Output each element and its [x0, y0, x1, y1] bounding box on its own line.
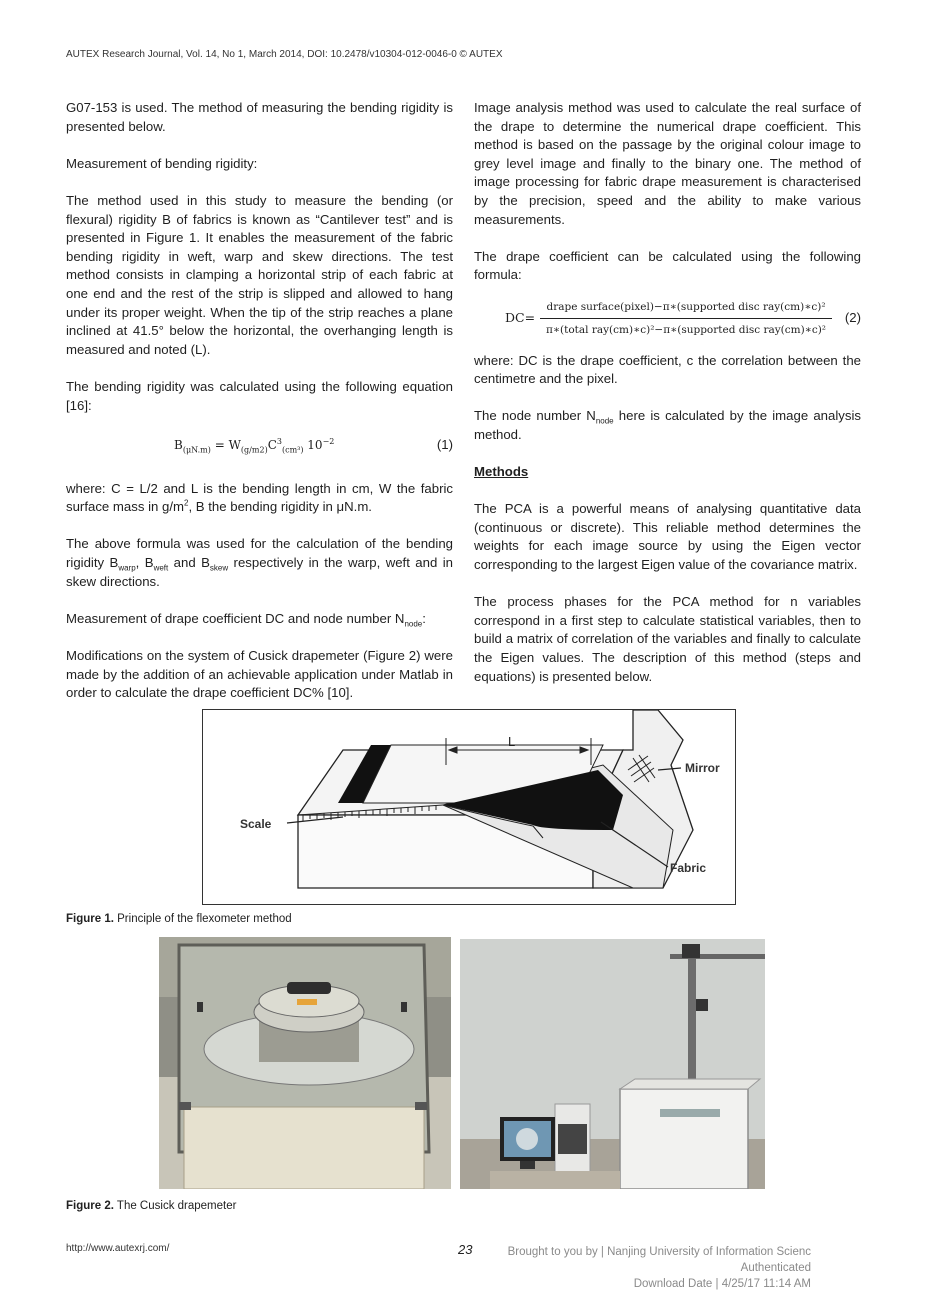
- paragraph: The drape coefficient can be calculated using the following formula:: [474, 248, 861, 283]
- paragraph: Modifications on the system of Cusick drapemeter (Figure 2) were made by the addition of an achievable application under Matlab in order to calculate the drape coefficient DC% [10].: [66, 648, 453, 701]
- equation-number: (2): [844, 309, 861, 325]
- subheading-drape-coefficient: Measurement of drape coefficient DC and node number $N_{node}$:: [66, 610, 426, 629]
- paragraph: The node number $N_{node}$ here is calculated by the image analysis method.: [474, 408, 861, 442]
- figure-2-caption: Figure 2. The Cusick drapemeter: [66, 1200, 237, 1212]
- figure-1-caption: Figure 1. Principle of the flexometer method: [66, 913, 292, 925]
- drapemeter-photo-setup: [460, 939, 765, 1189]
- paragraph: The bending rigidity was calculated using the following equation [16]:: [66, 378, 453, 413]
- running-header: AUTEX Research Journal, Vol. 14, No 1, March 2014, DOI: 10.2478/v10304-012-0046-0 © AUTEX: [66, 49, 503, 60]
- flexometer-drawing: [203, 710, 735, 904]
- equation-number: (1): [436, 436, 453, 452]
- paragraph: The method used in this study to measure the bending (or flexural) rigidity B of fabrics is known as “Cantilever test” and is presented in Figure 1. It enables the measurement of the fabric bending rigidity in weft, warp and skew directions. The test method consists in clamping a horizontal strip of each fabric at one end and the rest of the strip is slipped and allowed to hang under its proper weight. When the tip of the strip reaches a plane inclined at 41.5° below the horizontal, the overhanging length is measured and noted (L).: [66, 192, 453, 357]
- equation-fraction: drape surface(pixel)−π∗(supported disc ray(cm)∗c)² π∗(total ray(cm)∗c)²−π∗(supported disc ray(cm)∗c)²: [540, 298, 832, 340]
- subheading-bending-rigidity: Measurement of bending rigidity:: [66, 155, 258, 171]
- label-scale: Scale: [240, 817, 272, 831]
- paragraph: The PCA is a powerful means of analysing quantitative data (continuous or discrete). This reliable method determines the weights for each image source by using the Eigen vector corresponding to the largest Eigen value of the covariance matrix.: [474, 501, 861, 573]
- download-watermark: Brought to you by | Nanjing University of Information Scienc Authenticated Download Date | 4/25/17 11:14 AM: [507, 1246, 811, 1290]
- paragraph: where: DC is the drape coefficient, c the correlation between the centimetre and the pixel.: [474, 352, 861, 387]
- equation-1: $B_{(\mu N.m)} = W_{(g/m2)}C^3_{(cm^3)}$ $10^{-2}$ (1): [174, 436, 453, 455]
- right-column: [474, 99, 861, 686]
- left-column: [66, 99, 453, 703]
- section-heading-methods: Methods: [474, 464, 529, 480]
- equation-2: DC= drape surface(pixel)−π∗(supported disc ray(cm)∗c)² π∗(total ray(cm)∗c)²−π∗(supported disc ray(cm)∗c)² (2): [474, 298, 861, 338]
- drapemeter-photo-closeup: [159, 937, 451, 1189]
- paragraph: The above formula was used for the calculation of the bending rigidity $B_{warp}$, $B_{weft}$ and $B_{skew}$ respectively in the warp, weft and in skew directions.: [66, 536, 453, 589]
- figure-1-flexometer-diagram: [202, 709, 736, 905]
- paragraph: G07-153 is used. The method of measuring the bending rigidity is presented below.: [66, 100, 453, 134]
- paragraph: The process phases for the PCA method for n variables correspond in a first step to calculate statistical variables, then to build a matrix of correlation of the variables and finally to calculate the Eigen values. The description of this method (steps and equations) is presented below.: [474, 594, 861, 684]
- label-L: L: [508, 734, 516, 749]
- label-mirror: Mirror: [685, 761, 720, 775]
- paragraph: Image analysis method was used to calculate the real surface of the drape to determine the numerical drape coefficient. This method is based on the passage by the original colour image to grey level image and finally to the binary one. The method of image processing for fabric drape measurement is characterised by the precision, speed and the ability to make various measurements.: [474, 100, 861, 227]
- page-number: 23: [458, 1242, 473, 1257]
- footer-url: http://www.autexrj.com/: [66, 1243, 170, 1254]
- paragraph: where: C = L/2 and L is the bending length in cm, W the fabric surface mass in $g/m^2$, B the bending rigidity in μN.m.: [66, 480, 453, 515]
- label-fabric: Fabric: [670, 861, 707, 875]
